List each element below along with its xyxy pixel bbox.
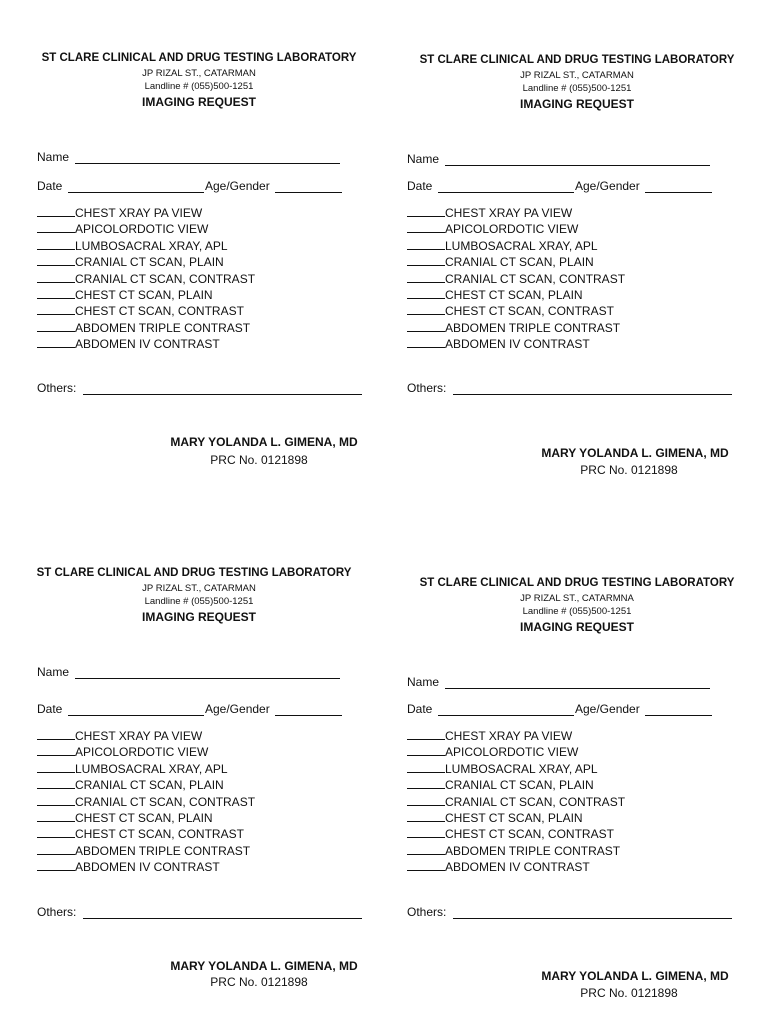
lab-address: JP RIZAL ST., CATARMAN <box>142 583 256 594</box>
imaging-request-form <box>370 512 754 1024</box>
checkbox-blank[interactable] <box>407 843 445 855</box>
others-label: Others: <box>407 905 447 919</box>
checklist-item: ABDOMEN TRIPLE CONTRAST <box>37 320 255 336</box>
checkbox-blank[interactable] <box>407 810 445 822</box>
prc-number: PRC No. 0121898 <box>210 453 308 467</box>
checkbox-blank[interactable] <box>407 794 445 806</box>
checkbox-blank[interactable] <box>37 843 75 855</box>
checkbox-blank[interactable] <box>407 254 445 266</box>
lab-name: ST CLARE CLINICAL AND DRUG TESTING LABORATORY <box>36 567 352 579</box>
checklist-item: APICOLORDOTIC VIEW <box>37 221 255 237</box>
date-label: Date <box>37 179 63 193</box>
checkbox-blank[interactable] <box>407 238 445 250</box>
name-label: Name <box>37 665 70 679</box>
lab-name: ST CLARE CLINICAL AND DRUG TESTING LABORATORY <box>41 52 357 64</box>
lab-landline: Landline # (055)500-1251 <box>522 606 632 617</box>
checkbox-blank[interactable] <box>37 777 75 789</box>
date-field[interactable] <box>68 192 204 193</box>
others-field[interactable] <box>453 394 732 395</box>
form-title: IMAGING REQUEST <box>519 97 634 111</box>
checklist-item: CRANIAL CT SCAN, PLAIN <box>407 777 625 793</box>
prc-number: PRC No. 0121898 <box>580 986 678 1000</box>
checkbox-blank[interactable] <box>37 238 75 250</box>
checkbox-blank[interactable] <box>407 205 445 217</box>
imaging-request-form <box>0 0 384 512</box>
checkbox-blank[interactable] <box>407 221 445 233</box>
checkbox-blank[interactable] <box>407 320 445 332</box>
checklist-item: LUMBOSACRAL XRAY, APL <box>37 761 255 777</box>
lab-address: JP RIZAL ST., CATARMNA <box>520 593 634 604</box>
checkbox-blank[interactable] <box>37 320 75 332</box>
age-gender-field[interactable] <box>275 192 342 193</box>
doctor-name: MARY YOLANDA L. GIMENA, MD <box>170 959 358 973</box>
checklist-item: CRANIAL CT SCAN, CONTRAST <box>37 271 255 287</box>
age-gender-label: Age/Gender <box>575 179 640 193</box>
imaging-checklist <box>407 728 625 876</box>
checklist-item: CRANIAL CT SCAN, CONTRAST <box>407 271 625 287</box>
checklist-item: CHEST XRAY PA VIEW <box>37 728 255 744</box>
name-field[interactable] <box>445 688 710 689</box>
checklist-item: ABDOMEN IV CONTRAST <box>37 859 255 875</box>
others-label: Others: <box>37 381 77 395</box>
checkbox-blank[interactable] <box>407 728 445 740</box>
checklist-item: CHEST CT SCAN, CONTRAST <box>37 826 255 842</box>
checklist-item: CHEST CT SCAN, CONTRAST <box>407 303 625 319</box>
checklist-item: ABDOMEN TRIPLE CONTRAST <box>407 320 625 336</box>
checkbox-blank[interactable] <box>407 777 445 789</box>
checklist-item: CHEST CT SCAN, PLAIN <box>37 287 255 303</box>
lab-name: ST CLARE CLINICAL AND DRUG TESTING LABORATORY <box>419 54 735 66</box>
name-field[interactable] <box>75 163 340 164</box>
lab-landline: Landline # (055)500-1251 <box>144 596 254 607</box>
imaging-checklist <box>37 728 255 876</box>
age-gender-field[interactable] <box>645 715 712 716</box>
date-label: Date <box>407 702 433 716</box>
checkbox-blank[interactable] <box>37 336 75 348</box>
form-title: IMAGING REQUEST <box>141 610 256 624</box>
checkbox-blank[interactable] <box>407 287 445 299</box>
others-field[interactable] <box>453 918 732 919</box>
checkbox-blank[interactable] <box>37 205 75 217</box>
checklist-item: CHEST CT SCAN, CONTRAST <box>37 303 255 319</box>
lab-landline: Landline # (055)500-1251 <box>522 83 632 94</box>
checkbox-blank[interactable] <box>407 744 445 756</box>
prc-number: PRC No. 0121898 <box>580 463 678 477</box>
date-label: Date <box>407 179 433 193</box>
name-field[interactable] <box>445 165 710 166</box>
lab-address: JP RIZAL ST., CATARMAN <box>142 68 256 79</box>
checklist-item: ABDOMEN IV CONTRAST <box>407 336 625 352</box>
checklist-item: CHEST XRAY PA VIEW <box>37 205 255 221</box>
checkbox-blank[interactable] <box>407 303 445 315</box>
checklist-item: LUMBOSACRAL XRAY, APL <box>407 761 625 777</box>
checkbox-blank[interactable] <box>407 761 445 773</box>
age-gender-label: Age/Gender <box>575 702 640 716</box>
checkbox-blank[interactable] <box>407 271 445 283</box>
checkbox-blank[interactable] <box>37 287 75 299</box>
checklist-item: CRANIAL CT SCAN, CONTRAST <box>407 794 625 810</box>
checkbox-blank[interactable] <box>37 794 75 806</box>
doctor-name: MARY YOLANDA L. GIMENA, MD <box>541 969 729 983</box>
date-field[interactable] <box>438 192 574 193</box>
imaging-request-form <box>370 0 754 512</box>
age-gender-label: Age/Gender <box>205 179 270 193</box>
checklist-item: LUMBOSACRAL XRAY, APL <box>407 238 625 254</box>
name-label: Name <box>37 150 70 164</box>
checklist-item: CRANIAL CT SCAN, PLAIN <box>407 254 625 270</box>
checkbox-blank[interactable] <box>37 810 75 822</box>
checkbox-blank[interactable] <box>37 859 75 871</box>
checklist-item: CHEST CT SCAN, PLAIN <box>407 810 625 826</box>
checklist-item: APICOLORDOTIC VIEW <box>407 744 625 760</box>
checklist-item: ABDOMEN IV CONTRAST <box>407 859 625 875</box>
age-gender-field[interactable] <box>275 715 342 716</box>
checklist-item: APICOLORDOTIC VIEW <box>407 221 625 237</box>
checklist-item: ABDOMEN TRIPLE CONTRAST <box>37 843 255 859</box>
checklist-item: CRANIAL CT SCAN, PLAIN <box>37 254 255 270</box>
lab-landline: Landline # (055)500-1251 <box>144 81 254 92</box>
checkbox-blank[interactable] <box>37 744 75 756</box>
checkbox-blank[interactable] <box>407 336 445 348</box>
imaging-checklist <box>37 205 255 353</box>
checkbox-blank[interactable] <box>37 303 75 315</box>
imaging-checklist <box>407 205 625 353</box>
checklist-item: LUMBOSACRAL XRAY, APL <box>37 238 255 254</box>
checklist-item: ABDOMEN TRIPLE CONTRAST <box>407 843 625 859</box>
checklist-item: CRANIAL CT SCAN, CONTRAST <box>37 794 255 810</box>
others-field[interactable] <box>83 918 362 919</box>
checkbox-blank[interactable] <box>37 271 75 283</box>
doctor-name: MARY YOLANDA L. GIMENA, MD <box>170 435 358 449</box>
checkbox-blank[interactable] <box>37 761 75 773</box>
date-field[interactable] <box>68 715 204 716</box>
imaging-request-form <box>0 512 384 1024</box>
age-gender-label: Age/Gender <box>205 702 270 716</box>
checklist-item: ABDOMEN IV CONTRAST <box>37 336 255 352</box>
date-label: Date <box>37 702 63 716</box>
checklist-item: CHEST CT SCAN, CONTRAST <box>407 826 625 842</box>
checklist-item: CHEST CT SCAN, PLAIN <box>407 287 625 303</box>
lab-address: JP RIZAL ST., CATARMAN <box>520 70 634 81</box>
date-field[interactable] <box>438 715 574 716</box>
others-field[interactable] <box>83 394 362 395</box>
doctor-name: MARY YOLANDA L. GIMENA, MD <box>541 446 729 460</box>
form-title: IMAGING REQUEST <box>141 95 256 109</box>
name-label: Name <box>407 675 440 689</box>
prc-number: PRC No. 0121898 <box>210 975 308 989</box>
checklist-item: APICOLORDOTIC VIEW <box>37 744 255 760</box>
checklist-item: CRANIAL CT SCAN, PLAIN <box>37 777 255 793</box>
checklist-item: CHEST CT SCAN, PLAIN <box>37 810 255 826</box>
age-gender-field[interactable] <box>645 192 712 193</box>
others-label: Others: <box>407 381 447 395</box>
name-field[interactable] <box>75 678 340 679</box>
others-label: Others: <box>37 905 77 919</box>
form-title: IMAGING REQUEST <box>519 620 634 634</box>
checkbox-blank[interactable] <box>407 826 445 838</box>
checklist-item: CHEST XRAY PA VIEW <box>407 728 625 744</box>
checkbox-blank[interactable] <box>37 221 75 233</box>
checklist-item: CHEST XRAY PA VIEW <box>407 205 625 221</box>
checkbox-blank[interactable] <box>37 826 75 838</box>
checkbox-blank[interactable] <box>37 728 75 740</box>
checkbox-blank[interactable] <box>37 254 75 266</box>
name-label: Name <box>407 152 440 166</box>
checkbox-blank[interactable] <box>407 859 445 871</box>
lab-name: ST CLARE CLINICAL AND DRUG TESTING LABORATORY <box>419 577 735 589</box>
